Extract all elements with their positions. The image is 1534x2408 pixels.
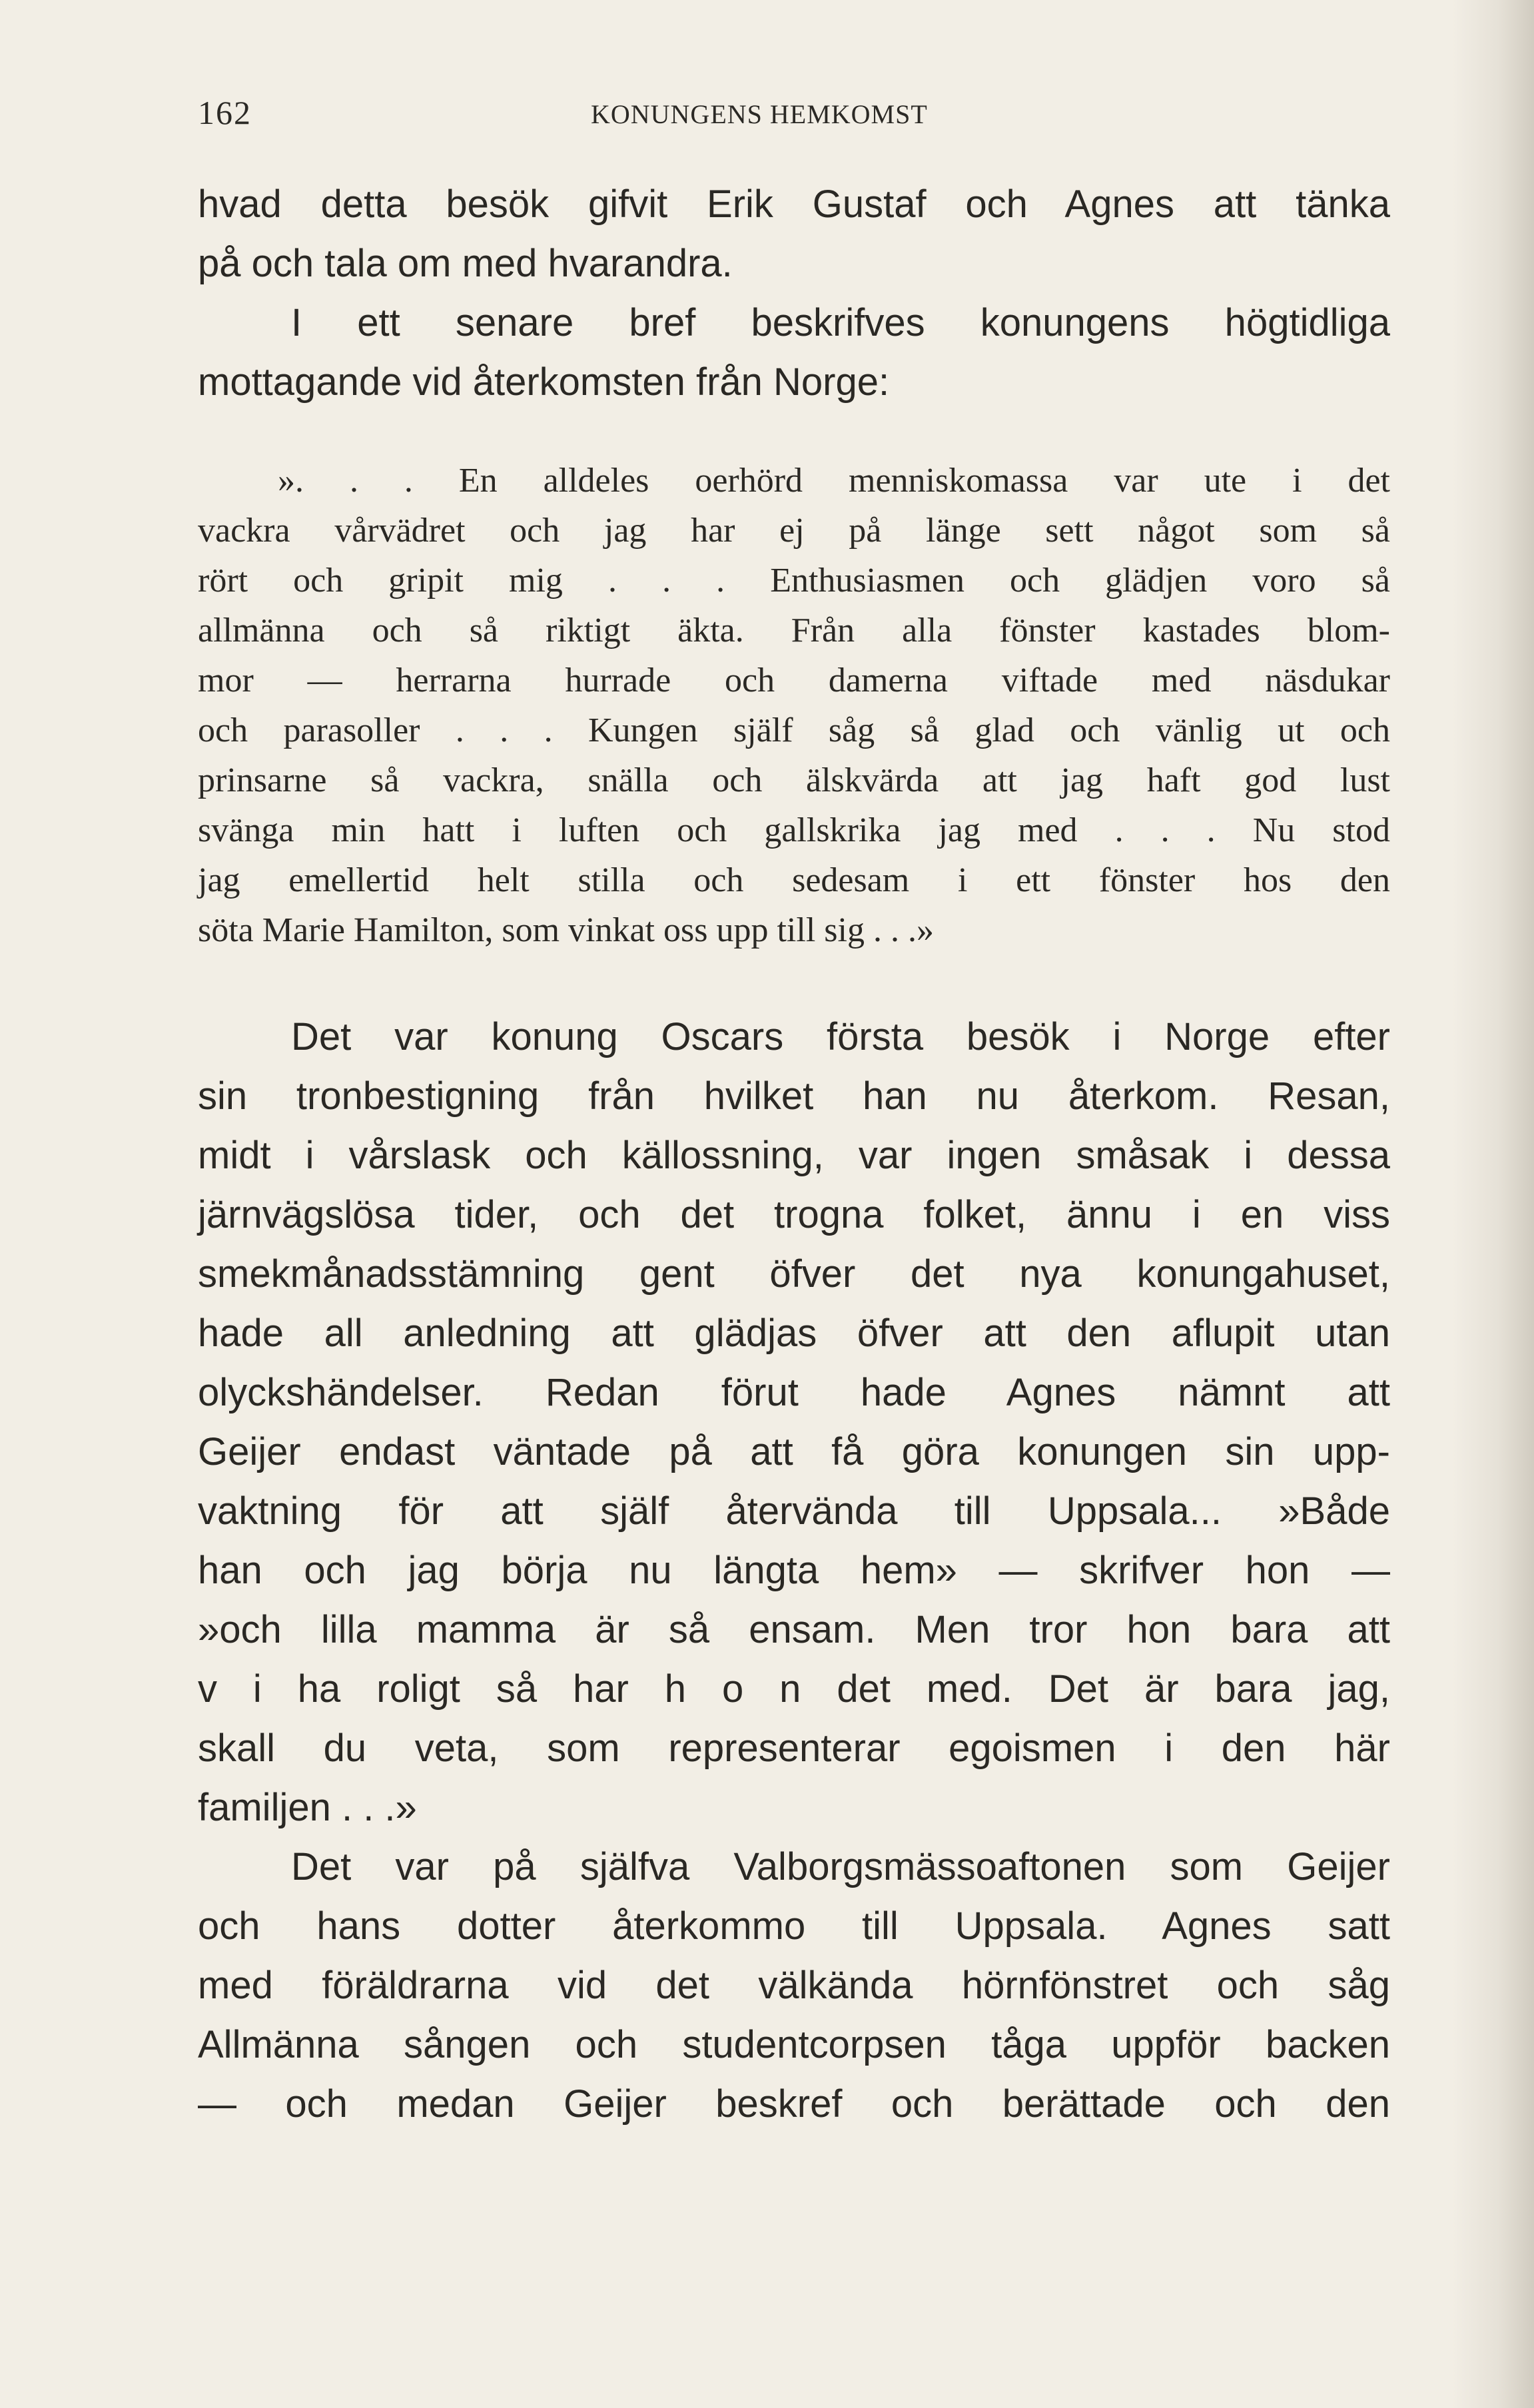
running-title: KONUNGENS HEMKOMST <box>591 99 928 129</box>
quote-line: ». . . En alldeles oerhörd menniskomassa var ute i det <box>278 462 1390 500</box>
text-line: med föräldrarna vid det välkända hörnfönstret och såg <box>198 1964 1390 2007</box>
text-line: hade all anledning att glädjas öfver att den aflupit utan <box>198 1312 1390 1355</box>
text-line: olyckshändelser. Redan förut hade Agnes nämnt att <box>198 1371 1390 1414</box>
text-line: på och tala om med hvarandra. <box>198 242 733 285</box>
quote-line: prinsarne så vackra, snälla och älskvärda att jag haft god lust <box>198 761 1390 799</box>
text-line: smekmånadsstämning gent öfver det nya konungahuset, <box>198 1252 1390 1296</box>
text-line: Geijer endast väntade på att få göra konungen sin upp- <box>198 1430 1390 1473</box>
quote-line: mor — herrarna hurrade och damerna viftade med näsdukar <box>198 661 1390 699</box>
text-line: midt i vårslask och källossning, var ingen småsak i dessa <box>198 1134 1390 1177</box>
quote-line: jag emellertid helt stilla och sedesam i ett fönster hos den <box>198 861 1390 899</box>
paragraph-continued <box>198 175 1390 293</box>
letter-quotation <box>198 456 1390 955</box>
text-line: Det var på själfva Valborgsmässoaftonen som Geijer <box>291 1845 1390 1888</box>
paragraph-letter-intro <box>198 293 1390 412</box>
text-line: han och jag börja nu längta hem» — skrifver hon — <box>198 1549 1390 1592</box>
text-line: sin tronbestigning från hvilket han nu återkom. Resan, <box>198 1074 1390 1118</box>
text-line: hvad detta besök gifvit Erik Gustaf och Agnes att tänka <box>198 183 1390 226</box>
quote-line: allmänna och så riktigt äkta. Från alla fönster kastades blom- <box>198 611 1390 649</box>
main-paragraphs <box>198 1007 1390 2134</box>
text-line: familjen . . .» <box>198 1786 417 1829</box>
text-line: järnvägslösa tider, och det trogna folket, ännu i en viss <box>198 1193 1390 1236</box>
quote-line: vackra vårvädret och jag har ej på länge sett något som så <box>198 512 1390 550</box>
text-line: skall du veta, som representerar egoismen i den här <box>198 1727 1390 1770</box>
quote-line: och parasoller . . . Kungen själf såg så glad och vänlig ut och <box>198 711 1390 749</box>
text-line: Allmänna sången och studentcorpsen tåga uppför backen <box>198 2023 1390 2066</box>
quote-line: söta Marie Hamilton, som vinkat oss upp till sig . . .» <box>198 911 934 949</box>
text-line: vaktning för att själf återvända till Uppsala... »Både <box>198 1489 1390 1533</box>
text-line: v i ha roligt så har h o n det med. Det är bara jag, <box>198 1667 1390 1711</box>
text-line: »och lilla mamma är så ensam. Men tror hon bara att <box>198 1608 1390 1651</box>
running-head <box>198 93 1390 140</box>
text-line: Det var konung Oscars första besök i Norge efter <box>291 1015 1390 1058</box>
text-line: och hans dotter återkommo till Uppsala. Agnes satt <box>198 1904 1390 1948</box>
text-line: — och medan Geijer beskref och berättade och den <box>198 2082 1390 2126</box>
text-line: mottagande vid återkomsten från Norge: <box>198 360 890 404</box>
text-line: I ett senare bref beskrifves konungens högtidliga <box>291 301 1390 344</box>
quote-line: svänga min hatt i luften och gallskrika jag med . . . Nu stod <box>198 811 1390 849</box>
quote-line: rört och gripit mig . . . Enthusiasmen och glädjen voro så <box>198 562 1390 600</box>
page-number: 162 <box>198 94 252 131</box>
